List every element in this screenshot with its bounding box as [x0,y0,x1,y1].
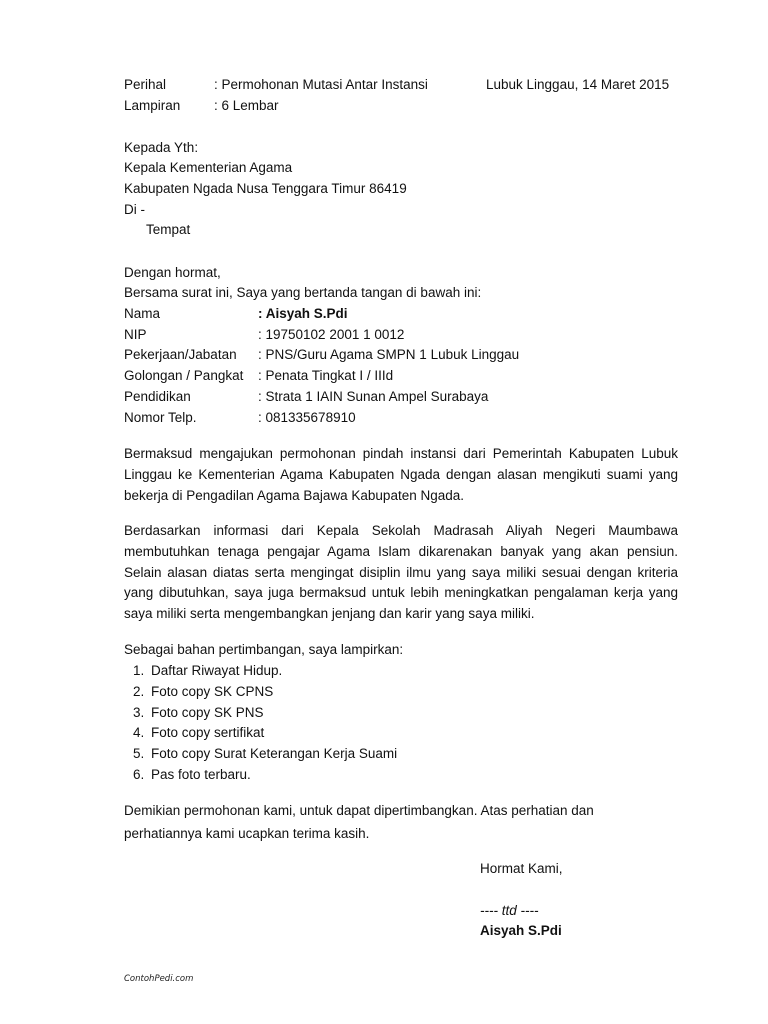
paragraph-reason [124,521,678,625]
paragraph-line: Selain alasan diatas serta mengingat disiplin ilmu yang saya miliki sesuai dengan kriteria [124,564,678,580]
list-item [133,663,282,679]
list-item-text: Daftar Riwayat Hidup. [151,663,283,678]
paragraph-purpose [124,444,678,506]
footer-source: ContohPedi.com [124,974,194,984]
list-item-text: Foto copy SK CPNS [151,684,274,699]
recipient-tempat: Tempat [146,222,191,237]
intro-line: Bersama surat ini, Saya yang bertanda tangan di bawah ini: [124,285,482,300]
paragraph-line: Berdasarkan informasi dari Kepala Sekolah Madrasah Aliyah Negeri Maumbawa [124,523,678,538]
list-item [133,767,251,783]
recipient-di: Di - [124,202,145,217]
identity-value-telp: : 081335678910 [258,410,356,425]
list-item-number: 5. [133,746,145,761]
signature-ttd: ---- ttd ---- [480,903,539,918]
paragraph-line: Bermaksud mengajukan permohonan pindah instansi dari Pemerintah Kabupaten Lubuk [124,446,678,461]
place-date: Lubuk Linggau, 14 Maret 2015 [486,77,670,92]
perihal-label: Perihal [124,77,167,92]
identity-label-nip: NIP [124,327,147,342]
identity-value-pendidikan: : Strata 1 IAIN Sunan Ampel Surabaya [258,389,489,404]
paragraph-line: saya miliki serta mengembangkan jenjang dan karir yang saya miliki. [124,606,535,622]
list-item-number: 3. [133,705,145,720]
list-item-text: Foto copy SK PNS [151,705,264,720]
list-item [133,746,397,762]
identity-label-pekerjaan: Pekerjaan/Jabatan [124,347,237,362]
list-item-number: 2. [133,684,145,699]
greeting: Dengan hormat, [124,265,221,280]
recipient-title: Kepala Kementerian Agama [124,160,293,175]
identity-value-pekerjaan: : PNS/Guru Agama SMPN 1 Lubuk Linggau [258,347,520,362]
list-item [133,725,264,741]
signature-name: Aisyah S.Pdi [480,923,562,938]
list-item-text: Foto copy Surat Keterangan Kerja Suami [151,746,398,761]
lampiran-label: Lampiran [124,98,181,113]
list-item-text: Pas foto terbaru. [151,767,251,782]
list-item-number: 4. [133,725,145,740]
identity-value-golongan: : Penata Tingkat I / IIId [258,368,394,383]
recipient-salutation: Kepada Yth: [124,140,199,155]
closing-line: perhatiannya kami ucapkan terima kasih. [124,826,370,841]
closing-line: Demikian permohonan kami, untuk dapat dipertimbangkan. Atas perhatian dan [124,803,594,818]
list-item-number: 1. [133,663,145,678]
paragraph-line: membutuhkan tenaga pengajar Agama Islam dikarenakan banyak yang akan pensiun. [124,543,678,559]
signature-regards: Hormat Kami, [480,861,563,876]
attachments-intro: Sebagai bahan pertimbangan, saya lampirkan: [124,642,404,657]
paragraph-line: bekerja di Pengadilan Agama Bajawa Kabupaten Ngada. [124,487,464,503]
identity-label-pendidikan: Pendidikan [124,389,191,404]
identity-value-nip: : 19750102 2001 1 0012 [258,327,405,342]
identity-label-nama: Nama [124,306,161,321]
list-item-number: 6. [133,767,145,782]
list-item [133,705,264,721]
list-item [133,684,273,700]
list-item-text: Foto copy sertifikat [151,725,265,740]
perihal-value: : Permohonan Mutasi Antar Instansi [214,77,428,92]
identity-label-telp: Nomor Telp. [124,410,197,425]
identity-value-nama: : Aisyah S.Pdi [258,306,348,321]
lampiran-value: : 6 Lembar [214,98,279,113]
recipient-address: Kabupaten Ngada Nusa Tenggara Timur 86419 [124,181,407,196]
paragraph-line: yang dibutuhkan, saya juga bermaksud untuk lebih meningkatkan pengalaman kerja yang [124,585,678,601]
identity-label-golongan: Golongan / Pangkat [124,368,244,383]
paragraph-line: Linggau ke Kementerian Agama Kabupaten Ngada dengan alasan mengikuti suami yang [124,466,678,482]
